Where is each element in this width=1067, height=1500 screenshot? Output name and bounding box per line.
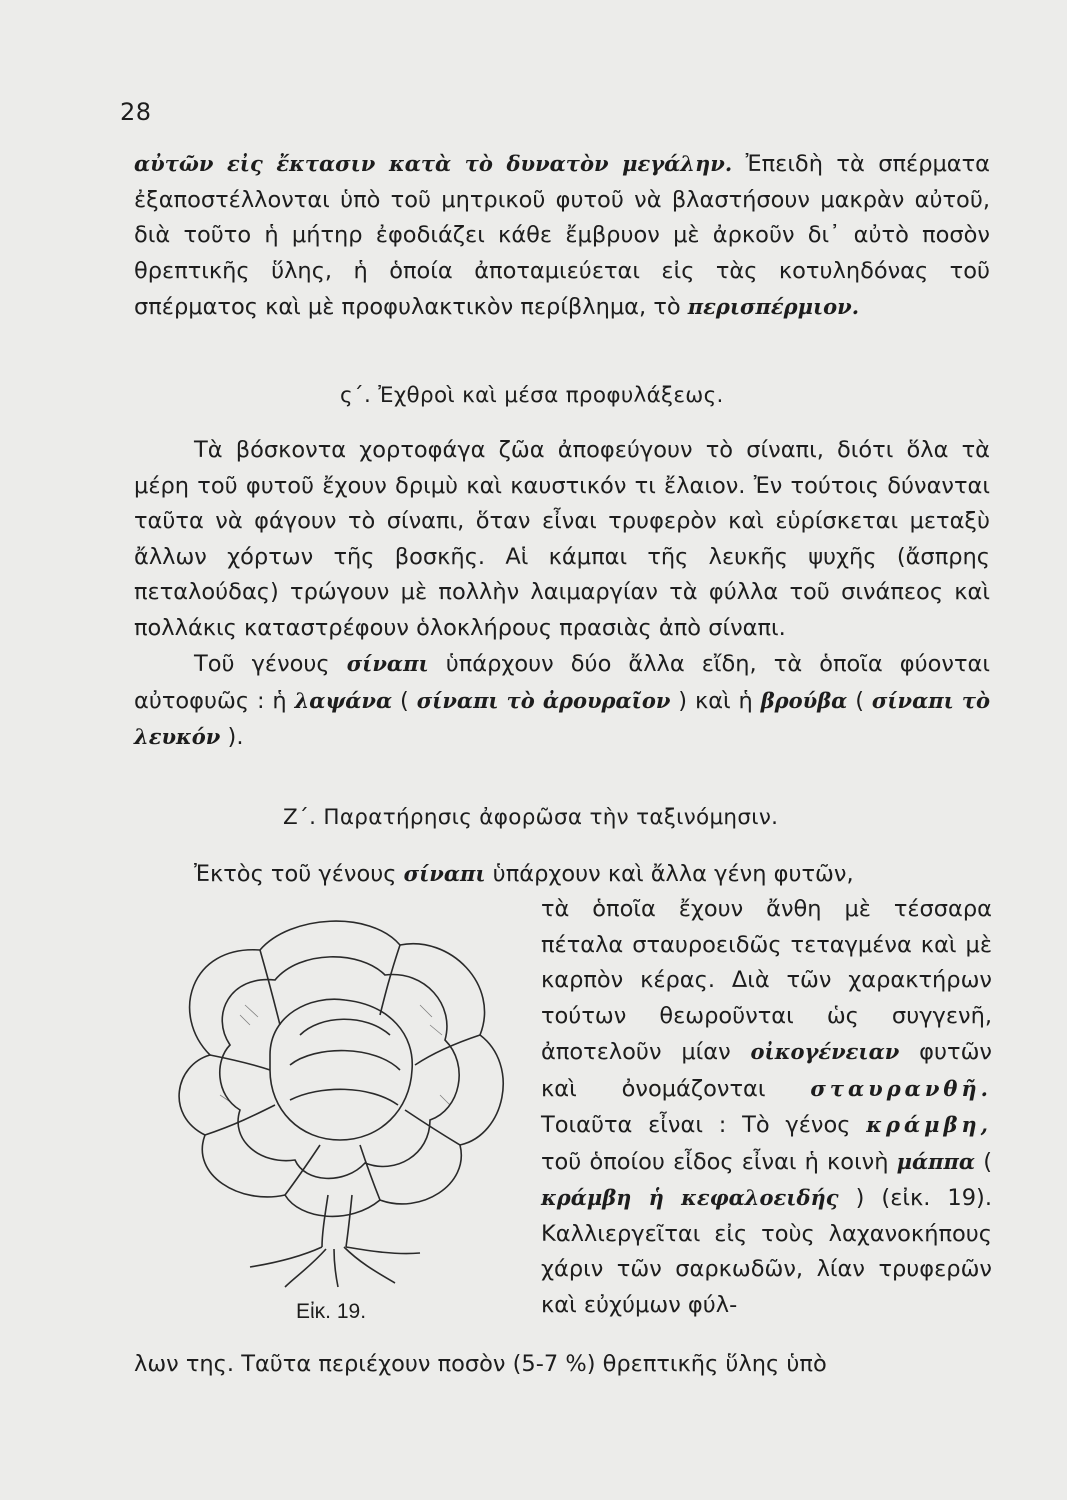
paragraph-species [134, 646, 990, 756]
body-text: τοῦ ὁποίου εἶδος εἶναι ἡ κοινὴ [541, 1148, 897, 1175]
figure-caption: Εἰκ. 19. [296, 1300, 367, 1323]
emphasis-text: λαψάνα [294, 687, 393, 713]
emphasis-text: βρούβα [760, 687, 848, 713]
body-text: φυτῶν καὶ ὀνομάζονται [541, 1039, 992, 1102]
body-text: ( [392, 687, 417, 714]
emphasis-text: σίναπι [403, 861, 486, 886]
emphasis-text: σίναπι [346, 651, 429, 676]
body-text: ὑπάρχουν δύο ἄλλα εἴδη, τὰ ὁποῖα φύονται αὐτοφυῶς : ἡ [134, 651, 990, 714]
emphasis-text: σίναπι τὸ ἀρουραῖον [416, 687, 671, 713]
emphasis-text: κράμβη ἡ κεφαλοειδής [541, 1185, 839, 1210]
body-text: ( [847, 687, 872, 714]
section-heading-classification: Ζ΄. Παρατήρησις ἀφορῶσα τὴν ταξινόμησιν. [283, 805, 779, 830]
body-text: ) (εἰκ. 19). Καλλιεργεῖται εἰς τοὺς λαχανοκήπους χάριν τῶν σαρκωδῶν, λίαν τρυφερῶν καὶ εὐχύμων φύλ- [541, 1185, 992, 1318]
paragraph-classification-start [134, 856, 990, 893]
body-text: Ἐπειδὴ τὰ σπέρματα ἐξαποστέλλονται ὑπὸ τοῦ μητρικοῦ φυτοῦ νὰ βλαστήσουν μακρὰν αὐτοῦ, διὰ τοῦτο ἡ μήτηρ ἐφοδιάζει κάθε ἔμβρυον μὲ ἀρκοῦν δι᾽ αὐτὸ ποσὸν θρεπτικῆς ὕλης, ἡ ὁποία ἀποταμιεύεται εἰς τὰς κοτυληδόνας τοῦ σπέρματος καὶ μὲ προφυλακτικὸν περίβλημα, τὸ [134, 151, 991, 320]
body-text: Τὰ βόσκοντα χορτοφάγα ζῶα ἀποφεύγουν τὸ σίναπι, διότι ὅλα τὰ μέρη τοῦ φυτοῦ ἔχουν δριμὺ καὶ καυστικόν τι ἔλαιον. Ἐν τούτοις δύνανται ταῦτα νὰ φάγουν τὸ σίναπι, ὅταν εἶναι τρυφερὸν καὶ εὑρίσκεται μεταξὺ ἄλλων χόρτων τῆς βοσκῆς. Αἱ κάμπαι τῆς λευκῆς ψυχῆς (ἄσπρης πεταλούδας) τρώγουν μὲ πολλὴν λαιμαργίαν τὰ φύλλα τοῦ σινάπεος καὶ πολλάκις καταστρέφουν ὁλοκλήρους πρασιὰς ἀπὸ σίναπι. [134, 437, 990, 641]
body-text: ὑπάρχουν καὶ ἄλλα γένη φυτῶν, [485, 861, 854, 887]
emphasis-text: κράμβη, [866, 1112, 992, 1137]
emphasis-text: περισπέρμιον. [687, 294, 860, 319]
body-text: Τοῦ γένους [194, 651, 347, 677]
section-heading-enemies: ς΄. Ἐχθροὶ καὶ μέσα προφυλάξεως. [340, 383, 724, 408]
body-text: Ἐκτὸς τοῦ γένους [194, 861, 404, 887]
body-text: ) καὶ ἡ [670, 687, 761, 714]
paragraph-enemies [134, 433, 990, 756]
cabbage-icon [150, 895, 530, 1290]
emphasis-text: οἰκογένειαν [750, 1039, 900, 1064]
emphasis-text: αὐτῶν εἰς ἔκτασιν κατὰ τὸ δυνατὸν μεγάλην. [134, 151, 733, 176]
right-column-text [541, 892, 992, 1323]
cabbage-illustration [150, 895, 530, 1290]
emphasis-text: σίναπι τὸ λευκόν [134, 687, 990, 749]
emphasis-text: μάππα [896, 1148, 976, 1174]
body-text: ). [220, 724, 244, 750]
body-text-last-line: λων της. Ταῦτα περιέχουν ποσὸν (5-7 %) θρεπτικῆς ὕλης ὑπὸ [134, 1351, 827, 1377]
body-text: ( [975, 1148, 993, 1175]
emphasis-text: σταυρανθῆ. [810, 1075, 992, 1101]
page-number: 28 [120, 98, 152, 126]
body-text: τὰ ὁποῖα ἔχουν ἄνθη μὲ τέσσαρα πέταλα σταυροειδῶς τεταγμένα καὶ μὲ καρπὸν κέρας. Διὰ τῶν χαρακτήρων τούτων θεωροῦνται ὡς συγγενῆ, ἀποτελοῦν μίαν [541, 896, 992, 1065]
paragraph-seeds [134, 146, 990, 326]
body-text: Τοιαῦτα εἶναι : Τὸ γένος [541, 1112, 867, 1138]
